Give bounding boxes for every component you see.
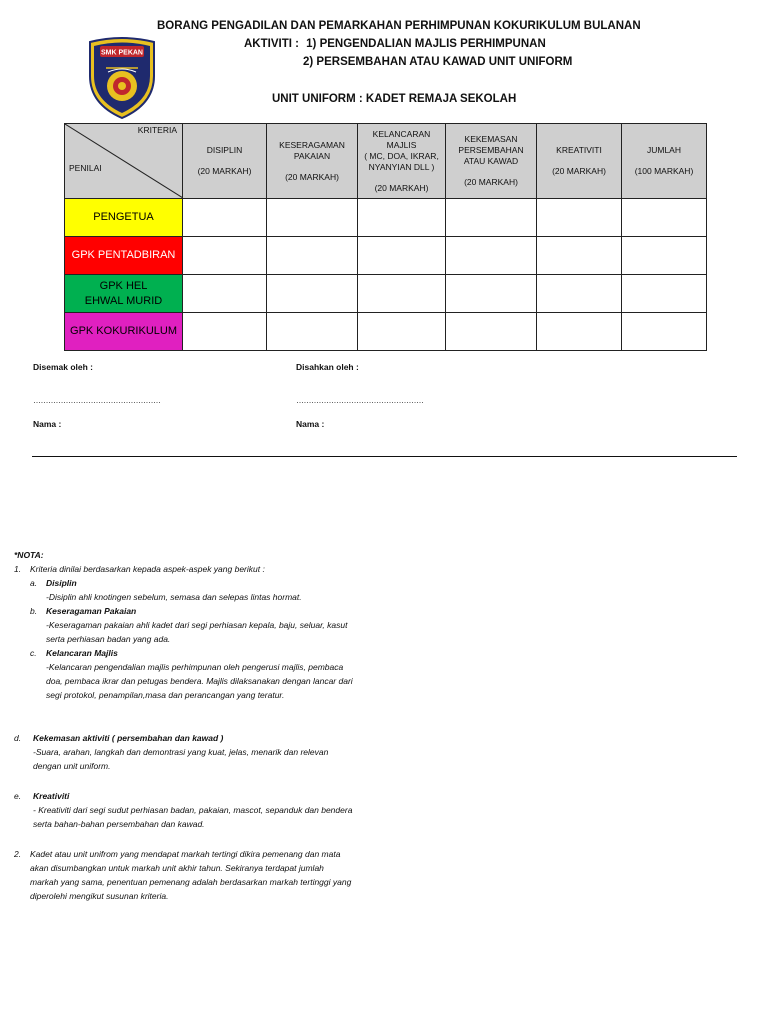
note-a-title-text: Disiplin (46, 578, 77, 588)
note-c-title-text: Kelancaran Majlis (46, 648, 118, 658)
note-d-line-1: -Suara, arahan, langkah dan demontrasi yang kuat, jelas, menarik dan relevan (33, 747, 329, 757)
col-title-2: MAJLIS (386, 139, 417, 150)
note-e-line-1: - Kreativiti dari segi sudut perhiasan badan, pakaian, mascot, sepanduk dan bendera (33, 805, 353, 815)
activity-item-1: 1) PENGENDALIAN MAJLIS PERHIMPUNAN (306, 38, 546, 50)
note-a-line-1: -Disiplin ahli knotingen sebelum, semasa dan selepas lintas hormat. (46, 592, 302, 602)
checked-by-name-label: Nama : (33, 419, 62, 429)
col-disiplin (183, 124, 267, 199)
note-b-title-text: Keseragaman Pakaian (46, 606, 137, 616)
note-e-line-2: serta bahan-bahan persembahan dan kawad. (33, 819, 205, 829)
score-cell[interactable] (183, 237, 267, 275)
criteria-assessor-header (65, 124, 183, 199)
score-cell[interactable] (446, 275, 537, 313)
note-c-title (46, 646, 118, 660)
note-1-number: 1. (14, 564, 22, 574)
col-title: DISIPLIN (206, 145, 243, 155)
score-cell[interactable] (358, 275, 446, 313)
note-b-title (46, 604, 136, 618)
approved-by-signature-line: …………………………………………… (296, 396, 424, 405)
note-2-line-1: Kadet atau unit unifrom yang mendapat markah tertingi dikira pemenang dan mata (30, 849, 341, 859)
score-cell[interactable] (622, 199, 707, 237)
col-title: KELANCARAN (372, 128, 431, 139)
school-crest-logo (86, 36, 158, 120)
note-d-line-2: dengan unit uniform. (33, 761, 111, 771)
note-e-marker: e. (14, 791, 22, 801)
score-cell[interactable] (537, 313, 622, 351)
col-title: KESERAGAMAN (279, 139, 345, 150)
col-title-3: ( MC, DOA, IKRAR, NYANYIAN DLL ) (364, 150, 439, 172)
row-label-gpk-hem: GPK HEL EHWAL MURID (65, 275, 183, 313)
note-c-line-2: doa, pembaca ikrar dan petugas bendera. Majlis dilaksanakan dengan lancar dari (46, 676, 353, 686)
score-cell[interactable] (358, 199, 446, 237)
score-cell[interactable] (622, 275, 707, 313)
note-2-line-3: markah yang sama, penentuan pemenang adalah berdasarkan markah tertinggi yang (30, 877, 352, 887)
col-title: KREATIVITI (556, 145, 602, 155)
col-title: KEKEMASAN (464, 134, 518, 144)
activity-item-2: 2) PERSEMBAHAN ATAU KAWAD UNIT UNIFORM (303, 56, 573, 68)
notes-heading: *NOTA: (14, 550, 44, 560)
table-row (65, 313, 707, 351)
checked-by-signature-line: …………………………………………… (33, 396, 161, 405)
form-title: BORANG PENGADILAN DAN PEMARKAHAN PERHIMPUNAN KOKURIKULUM BULANAN (157, 20, 641, 32)
note-c-marker: c. (30, 648, 37, 658)
note-2-line-2: akan disumbangkan untuk markah unit akhir tahun. Sekiranya terdapat jumlah (30, 863, 324, 873)
table-row (65, 275, 707, 313)
activity-label: AKTIVITI : (244, 38, 299, 50)
note-d-marker: d. (14, 733, 22, 743)
col-title-2: PERSEMBAHAN (458, 145, 524, 155)
col-marks: (20 MARKAH) (197, 166, 252, 176)
score-cell[interactable] (446, 199, 537, 237)
col-kreativiti (537, 124, 622, 199)
col-kelancaran (358, 124, 446, 199)
note-2-line-4: diperolehi mengikut susunan kriteria. (30, 891, 169, 901)
score-cell[interactable] (183, 313, 267, 351)
note-a-title (46, 576, 77, 590)
score-table (64, 123, 707, 351)
score-cell[interactable] (622, 313, 707, 351)
logo-text: SMK PEKAN (100, 49, 144, 57)
checked-by-label: Disemak oleh : (33, 362, 93, 372)
col-title-3: ATAU KAWAD (463, 156, 519, 166)
note-b-line-1: -Keseragaman pakaian ahli kadet dari segi perhiasan kepala, baju, seluar, kasut (46, 620, 348, 630)
score-cell[interactable] (267, 237, 358, 275)
note-d-title (33, 731, 223, 745)
approved-by-label: Disahkan oleh : (296, 362, 359, 372)
col-jumlah (622, 124, 707, 199)
row-label-gpk-kokurikulum: GPK KOKURIKULUM (65, 313, 183, 351)
approved-by-name-label: Nama : (296, 419, 325, 429)
col-marks: (20 MARKAH) (374, 182, 429, 193)
col-marks: (20 MARKAH) (464, 177, 518, 187)
unit-title: UNIT UNIFORM : KADET REMAJA SEKOLAH (272, 93, 517, 105)
score-cell[interactable] (537, 237, 622, 275)
note-e-title-text: Kreativiti (33, 791, 70, 801)
col-marks: (20 MARKAH) (552, 166, 606, 176)
penilai-label: PENILAI (69, 163, 102, 173)
note-e-title (33, 789, 69, 803)
score-cell[interactable] (446, 313, 537, 351)
note-d-title-text: Kekemasan aktiviti ( persembahan dan kawad ) (33, 733, 224, 743)
col-kekemasan (446, 124, 537, 199)
score-cell[interactable] (267, 313, 358, 351)
row-label-pengetua: PENGETUA (65, 199, 183, 237)
kriteria-label: KRITERIA (137, 125, 177, 135)
row-label-gpk-pentadbiran: GPK PENTADBIRAN (65, 237, 183, 275)
score-cell[interactable] (358, 237, 446, 275)
note-b-line-2: serta perhiasan badan yang ada. (46, 634, 171, 644)
col-title: JUMLAH (646, 145, 681, 155)
col-title-2: PAKAIAN (293, 150, 331, 161)
score-cell[interactable] (358, 313, 446, 351)
col-marks: (100 MARKAH) (634, 166, 694, 176)
note-c-line-1: -Kelancaran pengendalian majlis perhimpunan oleh pengerusi majlis, pembaca (46, 662, 344, 672)
table-row (65, 199, 707, 237)
score-cell[interactable] (446, 237, 537, 275)
col-keseragaman (267, 124, 358, 199)
note-b-marker: b. (30, 606, 38, 616)
note-1-text: Kriteria dinilai berdasarkan kepada aspek-aspek yang berikut : (30, 564, 265, 574)
score-cell[interactable] (183, 199, 267, 237)
note-a-marker: a. (30, 578, 38, 588)
score-cell[interactable] (622, 237, 707, 275)
score-cell[interactable] (537, 275, 622, 313)
score-cell[interactable] (537, 199, 622, 237)
section-divider (32, 456, 737, 457)
score-cell[interactable] (267, 199, 358, 237)
note-2-number: 2. (14, 849, 22, 859)
score-cell[interactable] (267, 275, 358, 313)
table-row (65, 237, 707, 275)
col-marks: (20 MARKAH) (285, 171, 339, 182)
note-c-line-3: segi protokol, penampilan,masa dan perancangan yang teratur. (46, 690, 285, 700)
activity-line-1 (244, 38, 546, 50)
score-cell[interactable] (183, 275, 267, 313)
